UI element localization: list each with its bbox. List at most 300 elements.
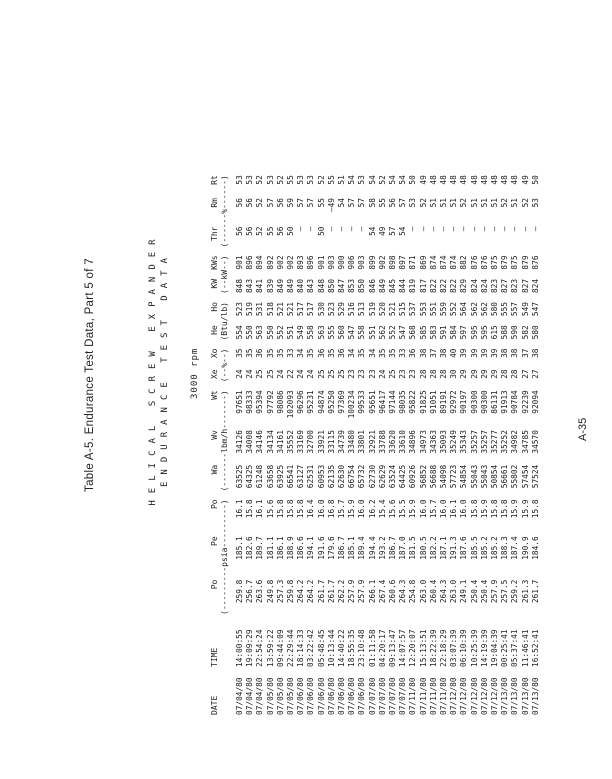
table-cell: 521 xyxy=(286,302,296,317)
table-cell: — xyxy=(347,226,357,232)
table-cell: 552 xyxy=(388,325,398,340)
table-row xyxy=(521,171,531,719)
table-row xyxy=(286,171,296,719)
table-cell: 547 xyxy=(398,325,408,340)
table-cell: 557 xyxy=(510,302,520,317)
table-cell: 33610 xyxy=(398,430,408,454)
table-cell: 588 xyxy=(500,325,510,340)
table-cell: 48 xyxy=(490,175,500,185)
table-cell: 261.7 xyxy=(326,579,336,604)
table-cell: 102093 xyxy=(286,390,296,419)
table-cell: 181.5 xyxy=(408,536,418,560)
table-cell: 18:55:35 xyxy=(347,629,357,667)
table-cell: 554 xyxy=(235,325,244,340)
col-time: TIME xyxy=(210,647,219,667)
table-cell: 35 xyxy=(275,348,285,358)
table-cell: 823 xyxy=(490,278,500,294)
table-row xyxy=(378,171,388,719)
table-cell: 55 xyxy=(316,198,326,208)
table-cell: 894 xyxy=(255,255,265,270)
table-cell: 906 xyxy=(347,255,357,270)
table-cell: 194.1 xyxy=(306,536,316,560)
table-cell: 261.7 xyxy=(316,579,326,604)
table-cell: 07/12/80 xyxy=(469,677,479,715)
table-cell: 90300 xyxy=(469,390,479,414)
table-cell: 92239 xyxy=(520,390,530,414)
table-cell: 582 xyxy=(520,325,530,340)
table-cell: 35 xyxy=(245,348,255,358)
table-cell: 550 xyxy=(265,325,275,340)
table-cell: 07/11/80 xyxy=(428,677,438,715)
table-cell: 24 xyxy=(275,369,285,379)
table-cell: 29 xyxy=(490,369,500,379)
table-cell: 896 xyxy=(306,255,316,270)
table-cell: 52 xyxy=(418,198,428,208)
table-row xyxy=(266,171,276,719)
table-row xyxy=(510,171,520,719)
table-cell: 190.9 xyxy=(520,536,530,560)
table-cell: 34739 xyxy=(337,430,347,454)
col-po: Po xyxy=(210,579,219,590)
header-row-units xyxy=(220,171,236,719)
table-cell: 23 xyxy=(398,369,408,379)
table-cell: 15.4 xyxy=(377,499,387,519)
table-cell: 07/13/80 xyxy=(500,677,510,715)
table-row xyxy=(449,171,459,719)
col-thr: Thr xyxy=(210,226,219,241)
table-cell: 823 xyxy=(510,278,520,294)
table-row xyxy=(429,171,439,719)
table-cell: 55043 xyxy=(479,464,489,489)
table-cell: 55 xyxy=(265,226,275,236)
table-cell: 185.1 xyxy=(235,536,244,560)
table-cell: 902 xyxy=(286,255,296,270)
table-cell: — xyxy=(479,226,489,232)
table-cell: 580 xyxy=(490,302,500,317)
table-cell: 30 xyxy=(449,369,459,379)
table-cell: 259.8 xyxy=(235,579,244,604)
table-cell: 55 xyxy=(326,175,336,185)
table-cell: 551 xyxy=(286,325,296,340)
table-cell: 35 xyxy=(235,348,244,358)
table-cell: 92972 xyxy=(449,390,459,414)
table-cell: 18:22:39 xyxy=(428,629,438,667)
table-cell: 62730 xyxy=(367,464,377,489)
table-cell: 57 xyxy=(388,226,398,236)
table-cell: 853 xyxy=(347,278,357,294)
table-cell: 531 xyxy=(255,302,265,317)
table-cell: 50 xyxy=(530,175,540,185)
table-cell: 16.4 xyxy=(306,499,316,519)
table-cell: 07/05/80 xyxy=(265,677,275,715)
table-cell: 28 xyxy=(500,369,510,379)
table-cell: 09:44:09 xyxy=(275,629,285,667)
table-cell: 551 xyxy=(367,325,377,340)
table-cell: 56852 xyxy=(418,464,428,489)
table-cell: 55 xyxy=(286,175,296,185)
table-cell: 553 xyxy=(418,302,428,317)
table-cell: 188.9 xyxy=(286,536,296,560)
table-cell: 523 xyxy=(326,302,336,317)
unit-blank xyxy=(220,619,236,719)
table-cell: 15.8 xyxy=(296,499,306,519)
table-cell: 19:04:39 xyxy=(490,629,500,667)
table-cell: 256.7 xyxy=(245,579,255,604)
table-cell: 52 xyxy=(255,198,265,208)
table-cell: 615 xyxy=(490,325,500,340)
table-cell: 597 xyxy=(459,325,469,340)
table-cell: 33801 xyxy=(357,430,367,454)
table-row xyxy=(368,171,378,719)
table-cell: 33 xyxy=(286,348,296,358)
table-cell: 98086 xyxy=(275,390,285,414)
table-cell: 04:20:17 xyxy=(377,629,387,667)
table-cell: 53 xyxy=(306,175,316,185)
table-cell: 874 xyxy=(428,255,438,270)
table-cell: 900 xyxy=(337,255,347,270)
table-cell: 58 xyxy=(367,198,377,208)
table-cell: 876 xyxy=(479,255,489,270)
table-cell: 62630 xyxy=(337,464,347,489)
table-cell: 264.2 xyxy=(296,579,306,604)
col-ho: Ho xyxy=(210,302,219,312)
table-cell: 38 xyxy=(530,348,540,358)
table-cell: 07/12/80 xyxy=(479,677,489,715)
table-cell: 23:10:48 xyxy=(357,629,367,667)
table-cell: 849 xyxy=(286,278,296,294)
table-cell: 38 xyxy=(500,348,510,358)
table-cell: 34 xyxy=(367,348,377,358)
table-cell: 869 xyxy=(418,255,428,270)
table-cell: 35552 xyxy=(286,430,296,454)
table-cell: 839 xyxy=(265,278,275,294)
table-cell: 54854 xyxy=(459,464,469,489)
table-cell: 194.4 xyxy=(367,536,377,560)
table-cell: 552 xyxy=(449,302,459,317)
table-cell: 547 xyxy=(530,302,540,317)
table-cell: 22 xyxy=(286,369,296,379)
table-cell: 33620 xyxy=(388,430,398,454)
table-cell: 35093 xyxy=(439,430,449,454)
table-cell: 07/07/80 xyxy=(377,677,387,715)
table-cell: 53 xyxy=(408,198,418,208)
table-cell: 97144 xyxy=(388,390,398,414)
table-cell: 34896 xyxy=(408,430,418,454)
table-cell: 901 xyxy=(316,255,326,270)
table-cell: 879 xyxy=(500,255,510,270)
table-cell: 07/06/80 xyxy=(357,677,367,715)
table-cell: 182.6 xyxy=(245,536,255,560)
table-cell: 52 xyxy=(255,175,265,185)
table-cell: 23 xyxy=(347,369,357,379)
table-cell: 06:10:39 xyxy=(459,629,469,667)
table-row xyxy=(470,171,480,719)
table-cell: 66754 xyxy=(347,464,357,489)
table-cell: 521 xyxy=(388,302,398,317)
table-cell: 07/06/80 xyxy=(296,677,306,715)
table-cell: 57 xyxy=(306,198,316,208)
table-cell: 15.8 xyxy=(275,499,285,519)
table-cell: 25 xyxy=(255,369,265,379)
table-cell: 33480 xyxy=(347,430,357,454)
table-cell: 66541 xyxy=(286,464,296,489)
table-cell: 54098 xyxy=(439,464,449,489)
table-cell: 29 xyxy=(469,369,479,379)
table-cell: 23 xyxy=(357,369,367,379)
table-cell: 16.1 xyxy=(449,499,459,519)
table-cell: 249.1 xyxy=(459,579,469,604)
table-cell: 549 xyxy=(520,302,530,317)
table-cell: 817 xyxy=(418,278,428,294)
table-cell: 560 xyxy=(337,325,347,340)
table-cell: 15:13:51 xyxy=(418,629,428,667)
table-cell: 51 xyxy=(479,198,489,208)
table-cell: 257.9 xyxy=(357,579,367,604)
table-cell: 15.7 xyxy=(337,499,347,519)
table-cell: 90784 xyxy=(510,390,520,414)
table-cell: 562 xyxy=(479,302,489,317)
table-cell: 97792 xyxy=(265,390,275,414)
table-cell: 901 xyxy=(235,255,244,270)
table-cell: 34161 xyxy=(275,430,285,454)
table-cell: 53 xyxy=(235,175,244,185)
table-cell: 07/12/80 xyxy=(449,677,459,715)
table-cell: 595 xyxy=(469,325,479,340)
endurance-data-table xyxy=(210,171,541,719)
table-cell: 259.8 xyxy=(286,579,296,604)
table-cell: 261.3 xyxy=(520,579,530,604)
table-cell: — xyxy=(428,226,438,232)
table-cell: 264.3 xyxy=(398,579,408,604)
col-po2: Po xyxy=(210,499,219,510)
table-row xyxy=(500,171,510,719)
table-cell: 15.5 xyxy=(398,499,408,519)
table-cell: 86131 xyxy=(490,390,500,414)
table-cell: 51 xyxy=(428,198,438,208)
table-cell: 564 xyxy=(459,302,469,317)
table-cell: 186.1 xyxy=(275,536,285,560)
col-wt: Wt xyxy=(210,390,219,400)
table-cell: 186.7 xyxy=(388,536,398,560)
table-cell: 34570 xyxy=(530,430,540,454)
table-row xyxy=(419,171,429,719)
table-cell: 562 xyxy=(377,325,387,340)
table-cell: 50 xyxy=(408,175,418,185)
table-cell: 53 xyxy=(530,198,540,208)
table-cell: 53 xyxy=(265,175,275,185)
table-cell: 54 xyxy=(388,175,398,185)
table-cell: 16.1 xyxy=(255,499,265,519)
table-cell: 264.3 xyxy=(439,579,449,604)
table-cell: 35277 xyxy=(490,430,500,454)
table-cell: 585 xyxy=(418,325,428,340)
table-cell: 34982 xyxy=(510,430,520,454)
table-cell: — xyxy=(500,226,510,232)
table-cell: 15.8 xyxy=(245,499,255,519)
table-cell: 48 xyxy=(459,175,469,185)
table-cell: 92094 xyxy=(530,390,540,414)
table-cell: 35 xyxy=(306,348,316,358)
table-cell: 15.8 xyxy=(530,499,540,519)
table-cell: 25 xyxy=(265,369,275,379)
table-cell: 15.6 xyxy=(388,499,398,519)
table-cell: 18:14:33 xyxy=(296,629,306,667)
table-cell: 879 xyxy=(520,255,530,270)
table-cell: 57723 xyxy=(449,464,459,489)
table-cell: 34134 xyxy=(265,430,275,454)
table-cell: 266.1 xyxy=(367,579,377,604)
table-cell: 263.0 xyxy=(449,579,459,604)
table-cell: 260.4 xyxy=(428,579,438,604)
table-cell: 07/04/80 xyxy=(255,677,265,715)
table-cell: 263.6 xyxy=(255,579,265,604)
table-cell: 52 xyxy=(255,226,265,236)
table-cell: 584 xyxy=(449,325,459,340)
table-cell: 519 xyxy=(367,302,377,317)
table-cell: 513 xyxy=(357,302,367,317)
table-cell: 55043 xyxy=(469,464,479,489)
table-cell: — xyxy=(306,226,316,232)
table-cell: 07/11/80 xyxy=(418,677,428,715)
table-cell: 40 xyxy=(449,348,459,358)
table-cell: 55 xyxy=(377,198,387,208)
table-cell: 551 xyxy=(428,302,438,317)
table-cell: 14:40:22 xyxy=(337,629,347,667)
table-cell: 563 xyxy=(316,325,326,340)
table-cell: 56 xyxy=(235,198,244,208)
table-cell: 15.6 xyxy=(265,499,275,519)
table-cell: 25 xyxy=(337,369,347,379)
table-cell: 10:25:39 xyxy=(469,629,479,667)
table-cell: 52 xyxy=(275,175,285,185)
table-cell: 94874 xyxy=(316,390,326,414)
table-cell: 874 xyxy=(439,255,449,270)
table-cell: 184.6 xyxy=(530,536,540,560)
table-row xyxy=(388,171,398,719)
table-cell: 56 xyxy=(388,198,398,208)
table-cell: 54 xyxy=(367,175,377,185)
table-cell: 515 xyxy=(398,302,408,317)
table-cell: 27 xyxy=(520,369,530,379)
table-cell: 22:18:29 xyxy=(439,629,449,667)
table-cell: 187.0 xyxy=(398,536,408,560)
table-cell: 16:52:41 xyxy=(530,629,540,667)
table-cell: 187.1 xyxy=(439,536,449,560)
table-cell: 903 xyxy=(357,255,367,270)
table-cell: 32700 xyxy=(306,430,316,454)
table-row xyxy=(296,171,306,719)
table-cell: 35 xyxy=(377,348,387,358)
table-cell: 00:25:41 xyxy=(500,629,510,667)
table-cell: 902 xyxy=(275,255,285,270)
table-cell: 822 xyxy=(449,278,459,294)
table-cell: 33169 xyxy=(296,430,306,454)
table-cell: 191.3 xyxy=(449,536,459,560)
table-cell: 558 xyxy=(306,325,316,340)
table-cell: 65732 xyxy=(357,464,367,489)
page-number: A-35 xyxy=(577,417,589,441)
table-cell: 38 xyxy=(418,348,428,358)
table-cell: 16.0 xyxy=(459,499,469,519)
table-cell: 28 xyxy=(428,369,438,379)
unit-power: (--kW--) xyxy=(219,255,229,294)
table-cell: 595 xyxy=(479,325,489,340)
table-cell: 23 xyxy=(367,369,377,379)
table-cell: 896 xyxy=(245,255,255,270)
table-cell: 549 xyxy=(296,325,306,340)
table-cell: 849 xyxy=(377,278,387,294)
table-cell: 57 xyxy=(296,198,306,208)
table-cell: 518 xyxy=(265,302,275,317)
table-cell: 15.8 xyxy=(469,499,479,519)
table-cell: 591 xyxy=(439,325,449,340)
table-cell: 257.3 xyxy=(275,579,285,604)
table-cell: 53 xyxy=(245,175,255,185)
table-cell: 63658 xyxy=(265,464,275,489)
table-cell: 39 xyxy=(490,348,500,358)
table-cell: 48 xyxy=(428,175,438,185)
table-row xyxy=(347,171,357,719)
table-cell: 97651 xyxy=(235,390,244,414)
table-cell: 57 xyxy=(347,198,357,208)
table-cell: 521 xyxy=(275,302,285,317)
table-row xyxy=(459,171,469,719)
table-cell: 824 xyxy=(469,278,479,294)
table-cell: 99533 xyxy=(357,390,367,414)
table-cell: 34785 xyxy=(520,430,530,454)
table-cell: 193.2 xyxy=(377,536,387,560)
table-cell: 48 xyxy=(510,175,520,185)
table-cell: 54 xyxy=(337,198,347,208)
table-cell: 181.1 xyxy=(265,536,275,560)
table-row xyxy=(306,171,316,719)
col-rm: Rm xyxy=(210,198,219,208)
table-cell: 62135 xyxy=(326,464,336,489)
table-cell: 39 xyxy=(469,348,479,358)
table-row xyxy=(245,171,255,719)
table-cell: 07/07/80 xyxy=(388,677,398,715)
table-cell: 64425 xyxy=(398,464,408,489)
table-cell: 07/11/80 xyxy=(439,677,449,715)
table-cell: 51 xyxy=(510,198,520,208)
table-cell: 876 xyxy=(530,255,540,270)
table-cell: 62629 xyxy=(377,464,387,489)
table-cell: 260.6 xyxy=(388,579,398,604)
table-cell: 550 xyxy=(245,325,255,340)
table-cell: 547 xyxy=(347,325,357,340)
table-cell: 517 xyxy=(306,302,316,317)
table-cell: 96296 xyxy=(296,390,306,414)
table-cell: 13:59:22 xyxy=(265,629,275,667)
table-cell: — xyxy=(530,226,540,232)
table-cell: 519 xyxy=(245,302,255,317)
table-cell: 871 xyxy=(408,255,418,270)
table-cell: 583 xyxy=(428,325,438,340)
table-cell: –49 xyxy=(326,198,336,213)
table-cell: 185.5 xyxy=(469,536,479,560)
table-cell: 95822 xyxy=(408,390,418,414)
table-cell: 100234 xyxy=(347,390,357,419)
table-cell: 54 xyxy=(367,226,377,236)
table-cell: 15.9 xyxy=(510,499,520,519)
col-wa: Wa xyxy=(210,464,219,475)
table-cell: 59 xyxy=(286,198,296,208)
table-cell: 51 xyxy=(469,198,479,208)
table-cell: 189.7 xyxy=(255,536,265,560)
table-cell: 580 xyxy=(530,325,540,340)
table-cell: 09:13:47 xyxy=(388,629,398,667)
table-cell: 903 xyxy=(326,255,336,270)
